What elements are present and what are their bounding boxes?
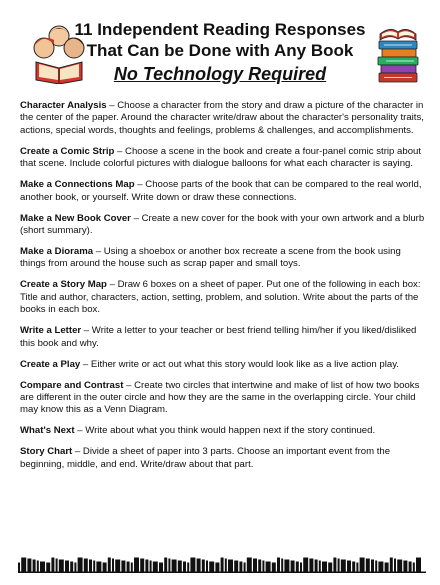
- response-name: Create a Play: [20, 358, 81, 370]
- response-name: Make a New Book Cover: [20, 212, 131, 224]
- response-name: What's Next: [20, 425, 75, 437]
- response-description: – Create two circles that intertwine and make of list of how two books are different in the outer circle and how they are the same in the overlapping circle. Your child may know this as a Venn Diagram.: [20, 379, 420, 416]
- response-description: – Write about what you think would happen next if the story continued.: [74, 425, 376, 437]
- response-name: Create a Comic Strip: [20, 145, 115, 157]
- stacked-books-icon: [376, 24, 420, 86]
- title-line-1: 11 Independent Reading Responses: [74, 20, 366, 39]
- response-item: [20, 359, 428, 371]
- response-name: Create a Story Map: [20, 279, 107, 291]
- response-description: – Divide a sheet of paper into 3 parts. Choose an important event from the beginning, middle, and end. Write/draw about that part.: [20, 446, 391, 470]
- response-item: [20, 279, 428, 316]
- title-line-3: No Technology Required: [113, 64, 327, 84]
- response-item: [20, 325, 428, 350]
- response-item: [20, 246, 428, 271]
- header: [0, 18, 440, 88]
- response-item: [20, 446, 428, 471]
- response-item: [20, 100, 428, 137]
- response-name: Character Analysis: [20, 100, 107, 111]
- response-description: – Choose parts of the book that can be compared to the real world, another book, or yourself. Write down or draw these connections.: [20, 179, 422, 203]
- responses-list: [20, 100, 428, 480]
- bookshelf-border-icon: [18, 557, 426, 573]
- title-line-2: That Can be Done with Any Book: [86, 41, 354, 60]
- response-description: – Write a letter to your teacher or best friend telling him/her if you liked/disliked this book and why.: [20, 325, 417, 349]
- response-name: Make a Connections Map: [20, 179, 135, 191]
- response-item: [20, 425, 428, 437]
- response-description: – Create a new cover for the book with your own artwork and a blurb (short summary).: [20, 212, 425, 237]
- response-item: [20, 179, 428, 204]
- response-name: Write a Letter: [20, 325, 82, 337]
- response-description: – Draw 6 boxes on a sheet of paper. Put one of the following in each box: Title and author, characters, action, setting, problem, and solution. Write about the parts of the books in each box.: [20, 279, 421, 316]
- response-description: – Using a shoebox or another box recreate a scene from the book using things from around the house such as scrap paper and small toys.: [20, 246, 401, 270]
- response-item: [20, 380, 428, 417]
- response-name: Make a Diorama: [20, 246, 94, 258]
- response-description: – Choose a character from the story and draw a picture of the character in the center of the paper. Around the character write/draw about the character's personality traits, actions, special words, thoughts and feelings, problems & challenges, and accomplishments.: [20, 100, 424, 136]
- response-description: – Choose a scene in the book and create a four-panel comic strip about that scene. Include colorful pictures with dialogue balloons for what each character is saying.: [20, 145, 422, 170]
- response-description: – Either write or act out what this story would look like as a live action play.: [80, 358, 399, 370]
- response-name: Compare and Contrast: [20, 379, 124, 391]
- response-name: Story Chart: [20, 446, 73, 458]
- response-item: [20, 146, 428, 171]
- response-item: [20, 213, 428, 238]
